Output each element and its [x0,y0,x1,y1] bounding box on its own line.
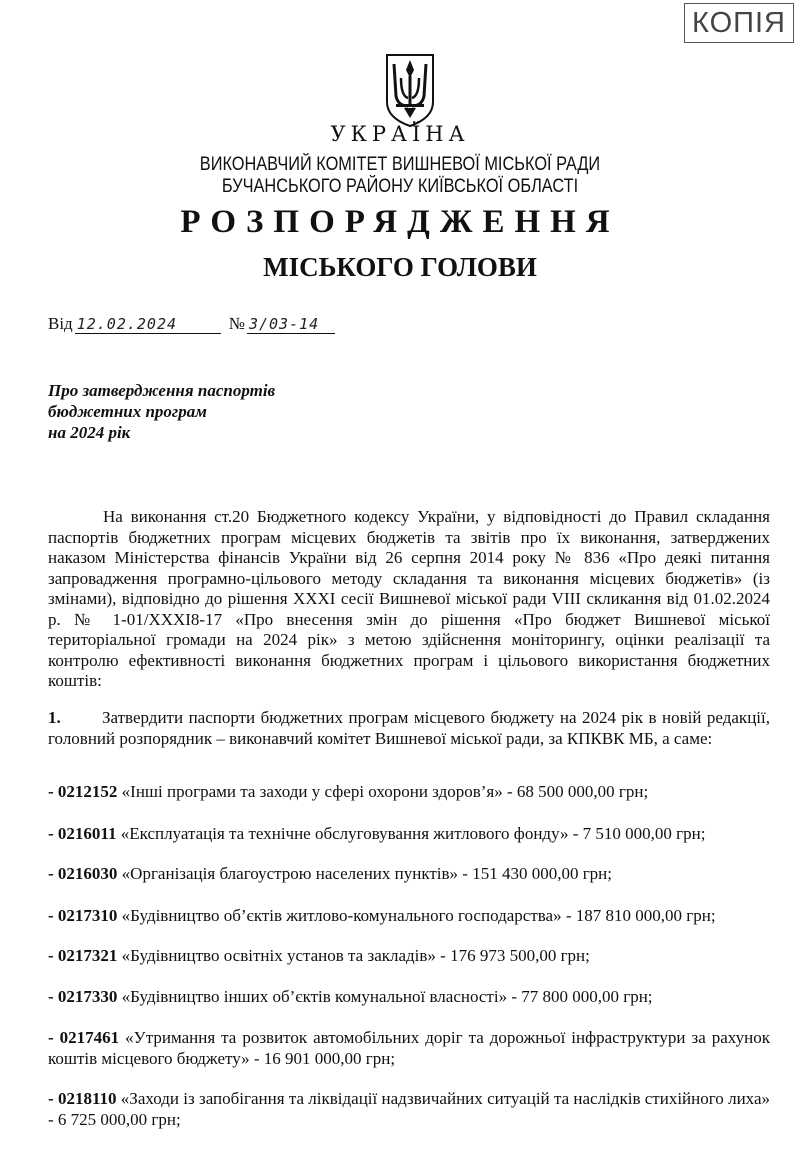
list-item [48,946,770,967]
document-meta [48,314,335,334]
program-code: - 0216030 [48,864,118,883]
handwritten-number: 3/03-14 [247,315,335,334]
program-code: - 0217461 [48,1028,120,1047]
list-item [48,824,770,845]
subject-line: бюджетних програм [48,402,207,421]
date-label: Від [48,314,73,333]
document-title: РОЗПОРЯДЖЕННЯ [180,204,620,240]
preamble-paragraph: На виконання ст.20 Бюджетного кодексу України, у відповідності до Правил складання паспортів бюджетних програм місцевих бюджетів та звітів про їх виконання, затверджених наказом Міністерства фінансів України від 26 серпня 2014 року № 836 «Про деякі питання запровадження програмно-цільового методу складання та виконання місцевих бюджетів» (із змінами), відповідно до рішення XXXI сесії Вишневої міської ради VIII скликання від 01.02.2024 р. № 1-01/XXXI8-17 «Про внесення змін до рішення «Про бюджет Вишневої міської територіальної громади на 2024 рік» з метою здійснення моніторингу, оцінки реалізації та контролю ефективності виконання бюджетних програм і цільового використання бюджетних коштів: [48,507,770,690]
point-text: Затвердити паспорти бюджетних програм місцевого бюджету на 2024 рік в новій редакції, головний розпорядник – виконавчий комітет Вишневої міської ради, за КПКВК МБ, а саме: [48,708,770,748]
number-label: № [228,314,245,333]
program-code: - 0217321 [48,946,118,965]
program-description: «Інші програми та заходи у сфері охорони здоров’я» - 68 500 000,00 грн; [117,782,649,801]
document-subtitle: МІСЬКОГО ГОЛОВИ [263,252,537,282]
list-item [48,987,770,1008]
org-name-line2: БУЧАНСЬКОГО РАЙОНУ КИЇВСЬКОЇ ОБЛАСТІ [221,176,579,197]
list-item [48,1028,770,1069]
program-code: - 0217310 [48,906,118,925]
handwritten-date: 12.02.2024 [75,315,221,334]
program-description: «Будівництво об’єктів житлово-комунального господарства» - 187 810 000,00 грн; [117,906,716,925]
subject-line: Про затвердження паспортів [48,381,276,400]
point-number: 1. [48,708,61,727]
subject-block [48,380,275,443]
program-description: «Будівництво освітніх установ та закладів» - 176 973 500,00 грн; [117,946,590,965]
country-heading: УКРАЇНА [330,122,470,146]
program-description: «Заходи із запобігання та ліквідації надзвичайних ситуацій та наслідків стихійного лиха» - 6 725 000,00 грн; [48,1089,770,1129]
program-description: «Експлуатація та технічне обслуговування житлового фонду» - 7 510 000,00 грн; [116,824,706,843]
copy-stamp: КОПІЯ [684,3,794,43]
org-name-line1: ВИКОНАВЧИЙ КОМІТЕТ ВИШНЕВОЇ МІСЬКОЇ РАДИ [199,154,601,175]
program-code: - 0216011 [48,824,117,843]
program-description: «Утримання та розвиток автомобільних доріг та дорожньої інфраструктури за рахунок коштів місцевого бюджету» - 16 901 000,00 грн; [48,1028,770,1068]
program-code: - 0218110 [48,1089,117,1108]
list-item [48,906,770,927]
trident-coat-of-arms-icon [384,52,436,128]
subject-line: на 2024 рік [48,423,131,442]
list-item [48,782,770,803]
list-item [48,864,770,885]
program-description: «Організація благоустрою населених пунктів» - 151 430 000,00 грн; [117,864,613,883]
program-description: «Будівництво інших об’єктів комунальної власності» - 77 800 000,00 грн; [117,987,653,1006]
list-item [48,1089,770,1130]
point-1-paragraph [48,708,770,749]
program-code: - 0217330 [48,987,118,1006]
program-code: - 0212152 [48,782,118,801]
